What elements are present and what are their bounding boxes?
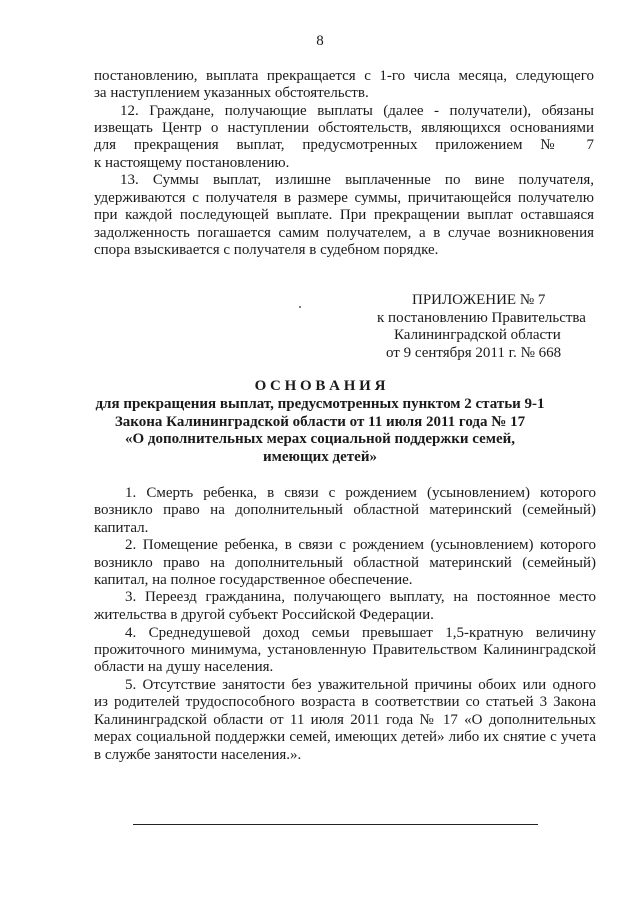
list-item-1-line: возникло право на дополнительный областной материнский (семейный) [94,502,596,518]
list-item-5-line: из родителей трудоспособного возраста в соответствии со статьей 3 Закона [94,694,596,710]
paragraph-13-line: спора взыскивается с получателя в судебном порядке. [94,242,439,258]
list-item-5-line: 5. Отсутствие занятости без уважительной причины обоих или одного [125,677,596,693]
list-item-3-line: 3. Переезд гражданина, получающего выплату, на постоянное место [125,589,596,605]
appendix-line: к постановлению Правительства [377,310,586,326]
list-item-5-line: Калининградской области от 11 июля 2011 года № 17 «О дополнительных [94,712,596,728]
paragraph-13-line: задолженность погашается самим получателем, а в случае возникновения [94,225,594,241]
heading-subtitle-line: Закона Калининградской области от 11 июля 2011 года № 17 [114,414,526,430]
paragraph-12-line: 12. Граждане, получающие выплаты (далее - получатели), обязаны [120,103,594,119]
appendix-title: ПРИЛОЖЕНИЕ № 7 [412,292,546,308]
list-item-5-line: в службе занятости населения.». [94,747,302,763]
heading-subtitle-line: для прекращения выплат, предусмотренных пунктом 2 статьи 9-1 [95,396,545,412]
list-item-2-line: возникло право на дополнительный областной материнский (семейный) [94,555,596,571]
paragraph-13-line: удерживаются с получателя в размере суммы, причитающейся получателю [94,190,594,206]
list-item-4-line: прожиточного минимума, установленную Правительством Калининградской [94,642,596,658]
list-item-1-line: капитал. [94,520,149,536]
list-item-3-line: жительства в другой субъект Российской Федерации. [94,607,434,623]
list-item-2-line: капитал, на полное государственное обеспечение. [94,572,413,588]
appendix-line: от 9 сентября 2011 г. № 668 [386,345,562,361]
paragraph-12-line: для прекращения выплат, предусмотренных приложением № 7 [94,137,594,153]
appendix-line: Калининградской области [394,327,561,343]
heading-subtitle-line: имеющих детей» [263,449,377,465]
list-item-1-line: 1. Смерть ребенка, в связи с рождением (усыновлением) которого [125,485,596,501]
separator-line [133,824,538,825]
paragraph-12-line: извещать Центр о наступлении обстоятельств, являющихся основаниями [94,120,594,136]
page-number: 8 [316,33,324,49]
document-heading: О С Н О В А Н И Я [254,378,386,394]
list-item-4-line: области на душу населения. [94,659,274,675]
scan-speck [299,306,301,308]
text-line: постановлению, выплата прекращается с 1-го числа месяца, следующего [94,68,594,84]
list-item-5-line: мерах социальной поддержки семей, имеющих детей» либо их снятие с учета [94,729,596,745]
text-line: за наступлением указанных обстоятельств. [94,85,369,101]
list-item-4-line: 4. Среднедушевой доход семьи превышает 1,5-кратную величину [125,625,596,641]
paragraph-12-line: к настоящему постановлению. [94,155,290,171]
list-item-2-line: 2. Помещение ребенка, в связи с рождением (усыновлением) которого [125,537,596,553]
paragraph-13-line: 13. Суммы выплат, излишне выплаченные по вине получателя, [120,172,594,188]
paragraph-13-line: при каждой последующей выплате. При прекращении выплат оставшаяся [94,207,594,223]
heading-subtitle-line: «О дополнительных мерах социальной поддержки семей, [124,431,516,447]
